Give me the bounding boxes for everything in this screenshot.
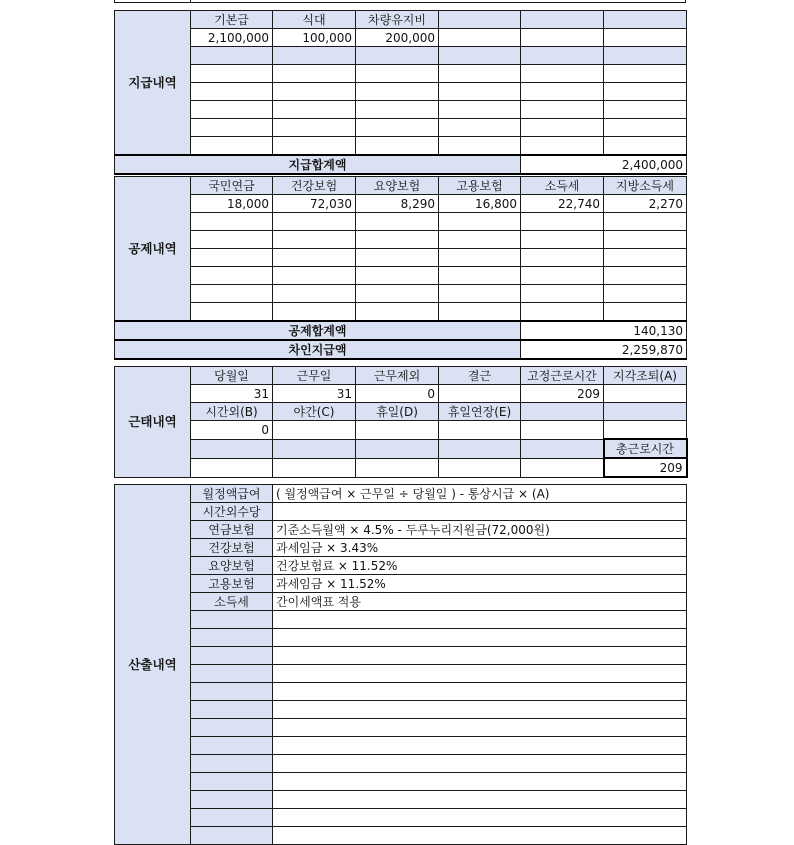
- attend-header: [604, 403, 687, 421]
- attend-value: [356, 421, 439, 440]
- net-pay-value: 2,259,870: [521, 340, 687, 359]
- pay-header: 기본급: [191, 11, 273, 29]
- deduct-total-label: 공제합계액: [115, 321, 521, 340]
- attend-value: [604, 385, 687, 403]
- deduct-value: 72,030: [273, 195, 356, 213]
- deduct-section-label: 공제내역: [115, 177, 191, 322]
- calc-row-formula: 과세임금 × 11.52%: [273, 575, 687, 593]
- attend-value: [439, 421, 521, 440]
- pay-value: [439, 29, 521, 47]
- pay-total-label: 지급합계액: [115, 155, 521, 174]
- attend-header: 당월일: [191, 367, 273, 385]
- pay-header: [521, 11, 604, 29]
- attend-value: 0: [356, 385, 439, 403]
- deduct-header: 소득세: [521, 177, 604, 195]
- net-pay-label: 차인지급액: [115, 340, 521, 359]
- calc-row-label: 월정액급여: [191, 485, 273, 503]
- calc-row-label: 고용보험: [191, 575, 273, 593]
- top-border-strip: [114, 0, 686, 3]
- pay-header: [604, 11, 687, 29]
- calc-row-formula: [273, 503, 687, 521]
- attend-value: [439, 385, 521, 403]
- pay-total-value: 2,400,000: [521, 155, 687, 174]
- total-hours-value: 209: [604, 458, 687, 477]
- attend-value: [521, 421, 604, 440]
- deduct-header: 국민연금: [191, 177, 273, 195]
- attend-header: 지각조퇴(A): [604, 367, 687, 385]
- attend-section-label: 근태내역: [115, 367, 191, 478]
- total-hours-label: 총근로시간: [604, 439, 687, 458]
- deduct-value: 18,000: [191, 195, 273, 213]
- calc-row-label: 시간외수당: [191, 503, 273, 521]
- pay-section-label: 지급내역: [115, 11, 191, 156]
- pay-value: 200,000: [356, 29, 439, 47]
- attend-value: [273, 421, 356, 440]
- pay-value: 2,100,000: [191, 29, 273, 47]
- pay-table: [114, 10, 687, 175]
- attend-header: 근무제외: [356, 367, 439, 385]
- attendance-table: [114, 366, 688, 478]
- calc-row-formula: 간이세액표 적용: [273, 593, 687, 611]
- deduct-value: 8,290: [356, 195, 439, 213]
- calc-row-label: 연금보험: [191, 521, 273, 539]
- attend-header: 결근: [439, 367, 521, 385]
- attend-header: 휴일연장(E): [439, 403, 521, 421]
- pay-header: 식대: [273, 11, 356, 29]
- calc-row-label: 소득세: [191, 593, 273, 611]
- attend-value: [604, 421, 687, 440]
- attend-value: 31: [273, 385, 356, 403]
- deduct-header: 건강보험: [273, 177, 356, 195]
- pay-value: 100,000: [273, 29, 356, 47]
- calculation-table: [114, 484, 687, 845]
- attend-value: 31: [191, 385, 273, 403]
- deduct-value: 22,740: [521, 195, 604, 213]
- attend-header: 휴일(D): [356, 403, 439, 421]
- calc-row-formula: 건강보험료 × 11.52%: [273, 557, 687, 575]
- attend-value: 0: [191, 421, 273, 440]
- deduct-header: 고용보험: [439, 177, 521, 195]
- deduct-value: 16,800: [439, 195, 521, 213]
- pay-value: [604, 29, 687, 47]
- attend-value: 209: [521, 385, 604, 403]
- pay-header: [439, 11, 521, 29]
- deduct-value: 2,270: [604, 195, 687, 213]
- pay-header: 차량유지비: [356, 11, 439, 29]
- calc-row-label: 건강보험: [191, 539, 273, 557]
- calc-row-label: 요양보험: [191, 557, 273, 575]
- attend-header: 시간외(B): [191, 403, 273, 421]
- attend-header: 야간(C): [273, 403, 356, 421]
- calc-row-formula: 과세임금 × 3.43%: [273, 539, 687, 557]
- deduct-header: 요양보험: [356, 177, 439, 195]
- deduct-total-value: 140,130: [521, 321, 687, 340]
- calc-row-formula: 기준소득월액 × 4.5% - 두루누리지원금(72,000원): [273, 521, 687, 539]
- attend-header: 고정근로시간: [521, 367, 604, 385]
- pay-value: [521, 29, 604, 47]
- calc-section-label: 산출내역: [115, 485, 191, 845]
- deduction-table: [114, 176, 687, 360]
- attend-header: 근무일: [273, 367, 356, 385]
- deduct-header: 지방소득세: [604, 177, 687, 195]
- attend-header: [521, 403, 604, 421]
- calc-row-formula: ( 월정액급여 × 근무일 ÷ 당월일 ) - 통상시급 × (A): [273, 485, 687, 503]
